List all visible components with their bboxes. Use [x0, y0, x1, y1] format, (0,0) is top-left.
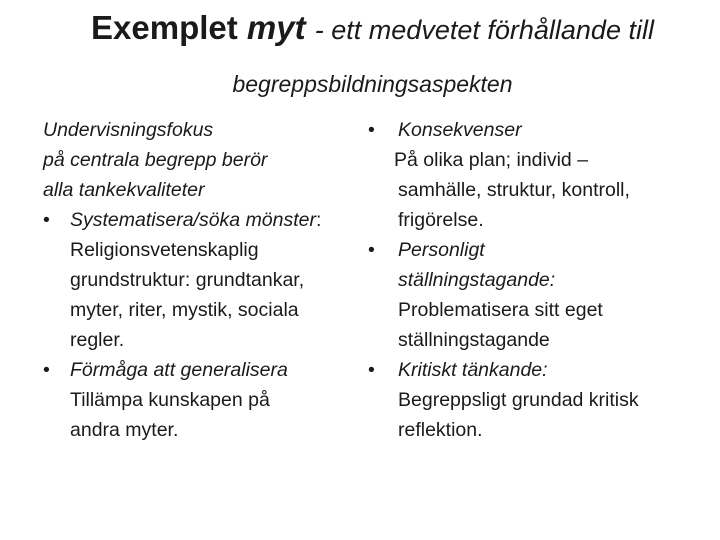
title-word-exemplet: Exemplet	[91, 9, 238, 46]
bullet-text-line: Problematisera sitt eget	[398, 299, 603, 321]
left-heading-line: Undervisningsfokus	[43, 119, 214, 141]
bullet-label: Förmåga att generalisera	[70, 359, 288, 381]
bullet-dot: •	[43, 359, 50, 381]
right-column	[368, 115, 708, 445]
bullet-text-line: På olika plan; individ –	[394, 149, 589, 171]
bullet-dot: •	[368, 359, 375, 381]
slide-title	[0, 6, 720, 104]
bullet-text-line: myter, riter, mystik, sociala	[70, 299, 299, 321]
bullet-dot: •	[43, 209, 50, 231]
title-rest: - ett medvetet förhållande till	[314, 15, 654, 45]
right-bullet-kritiskt	[368, 355, 708, 385]
bullet-text-line: frigörelse.	[398, 209, 484, 231]
left-bullet-generalisera	[43, 355, 363, 385]
bullet-text-line: ställningstagande	[398, 329, 550, 351]
right-bullet-personligt	[368, 235, 708, 265]
bullet-label-suffix: :	[316, 209, 322, 231]
bullet-label: Kritiskt tänkande:	[398, 359, 548, 381]
left-bullet-systematisera	[43, 205, 363, 235]
bullet-text-line: samhälle, struktur, kontroll,	[398, 179, 630, 201]
bullet-text-line: Begreppsligt grundad kritisk	[398, 389, 639, 411]
bullet-text-line: andra myter.	[70, 419, 179, 441]
bullet-label: Konsekvenser	[398, 119, 522, 141]
title-word-myt: myt	[246, 9, 306, 46]
left-heading-line: på centrala begrepp berör	[43, 149, 268, 171]
title-line-2: begreppsbildningsaspekten	[232, 71, 513, 97]
bullet-dot: •	[368, 239, 375, 261]
bullet-label: Personligt	[398, 239, 485, 261]
bullet-text-line: regler.	[70, 329, 125, 351]
bullet-text-line: reflektion.	[398, 419, 483, 441]
bullet-label-line: ställningstagande:	[398, 269, 556, 291]
left-heading-line: alla tankekvaliteter	[43, 179, 205, 201]
bullet-label: Systematisera/söka mönster	[70, 209, 317, 231]
bullet-text-line: grundstruktur: grundtankar,	[70, 269, 305, 291]
right-bullet-konsekvenser	[368, 115, 708, 145]
bullet-dot: •	[368, 119, 375, 141]
left-column	[43, 115, 363, 445]
bullet-text-line: Tillämpa kunskapen på	[70, 389, 270, 411]
bullet-text-line: Religionsvetenskaplig	[70, 239, 259, 261]
